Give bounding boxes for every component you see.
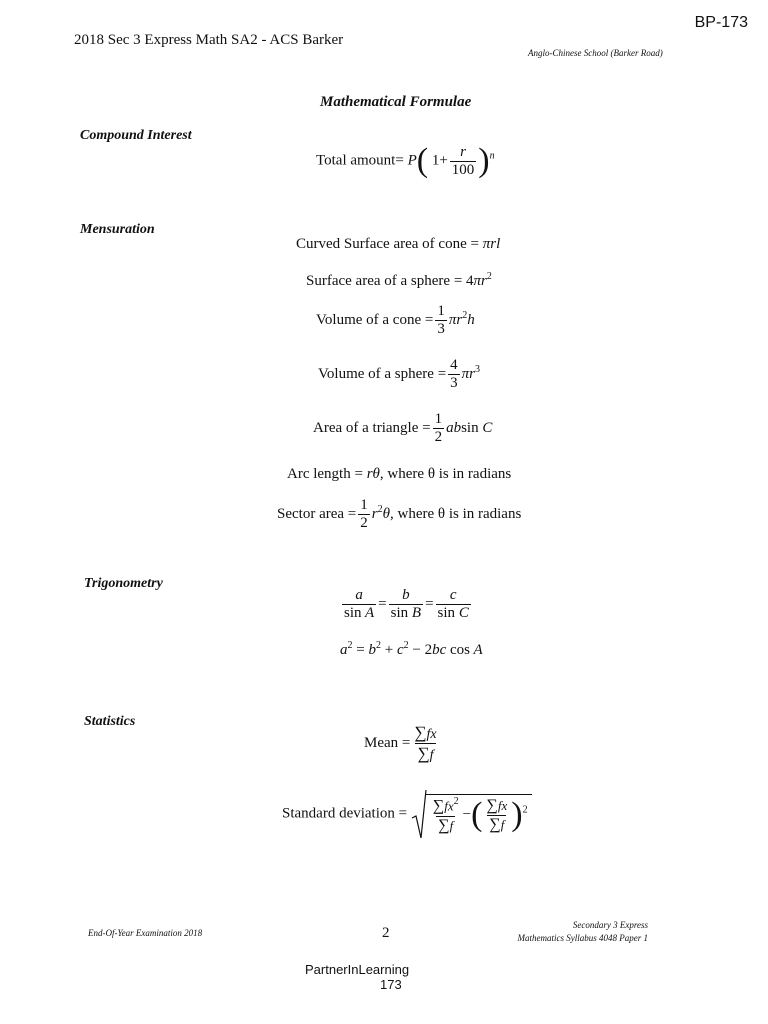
cone-volume-label: Volume of a cone (316, 311, 422, 328)
formula-sine-rule: $\frac{a}{\text{sin A}}$ = $\frac{b}{\text{sin B}}$ = $\frac{c}{\text{sin C}}$ (344, 587, 469, 621)
triangle-area-label: Area of a triangle (313, 419, 419, 436)
sd-label: Standard deviation (282, 805, 395, 822)
footer-page-number: 2 (382, 925, 390, 941)
formula-triangle-area: Area of a triangle = $\frac{1}{2}$ absin C (313, 411, 493, 445)
formula-sphere-surface: Surface area of a sphere = $4\pi r^2$ (306, 271, 492, 289)
formula-standard-deviation: Standard deviation = $\frac{\sum fx^2}{\sum f}$ −( $\frac{\sum fx}{\sum f}$ )$^2$ (282, 788, 532, 840)
sector-area-label: Sector area (277, 505, 345, 522)
footer-brand: PartnerInLearning (305, 962, 410, 977)
section-heading-statistics: Statistics (84, 714, 136, 729)
arc-length-note: , where θ is in radians (379, 466, 512, 482)
formula-cone-volume: Volume of a cone = $\frac{1}{3}$ $\pi r^2h$ (316, 303, 475, 337)
sphere-surface-label: Surface area of a sphere (306, 273, 451, 289)
sphere-volume-label: Volume of a sphere (318, 365, 434, 382)
footer-syllabus: Mathematics Syllabus 4048 Paper 1 (517, 933, 648, 943)
sector-area-note: , where θ is in radians (389, 505, 522, 522)
formula-total-amount: Total amount= P( 1+ $\frac{r}{100}$ )$^n$ (316, 142, 495, 179)
formula-arc-length: Arc length = rθ, where θ is in radians (287, 466, 512, 482)
formula-sphere-volume: Volume of a sphere = $\frac{4}{3}$ $\pi r^3$ (318, 357, 481, 391)
page-title: Mathematical Formulae (320, 94, 472, 110)
ref-code: BP-173 (694, 14, 748, 31)
paper-title: 2018 Sec 3 Express Math SA2 - ACS Barker (74, 32, 344, 48)
formula-sector-area: Sector area = $\frac{1}{2}$ $r^2\theta$, where θ is in radians (277, 497, 522, 531)
section-heading-trigonometry: Trigonometry (84, 576, 163, 591)
section-heading-compound-interest: Compound Interest (80, 128, 192, 143)
formula-mean: Mean = $\frac{\sum fx}{\sum f}$ (364, 723, 437, 763)
footer-brand-number: 173 (380, 977, 402, 992)
section-heading-mensuration: Mensuration (80, 222, 155, 237)
formula-cosine-rule: $a^2 = b^2 + c^2 - 2bc$ cos A (340, 640, 483, 658)
curved-surface-label: Curved Surface area of cone (296, 236, 467, 252)
school-name: Anglo-Chinese School (Barker Road) (528, 48, 663, 58)
footer-level: Secondary 3 Express (572, 920, 648, 930)
arc-length-label: Arc length (287, 466, 351, 482)
total-amount-label: Total amount (316, 152, 396, 169)
mean-label: Mean (364, 734, 399, 751)
footer-exam: End-Of-Year Examination 2018 (88, 928, 203, 938)
formula-cone-curved-surface: Curved Surface area of cone = πrl (296, 236, 501, 252)
